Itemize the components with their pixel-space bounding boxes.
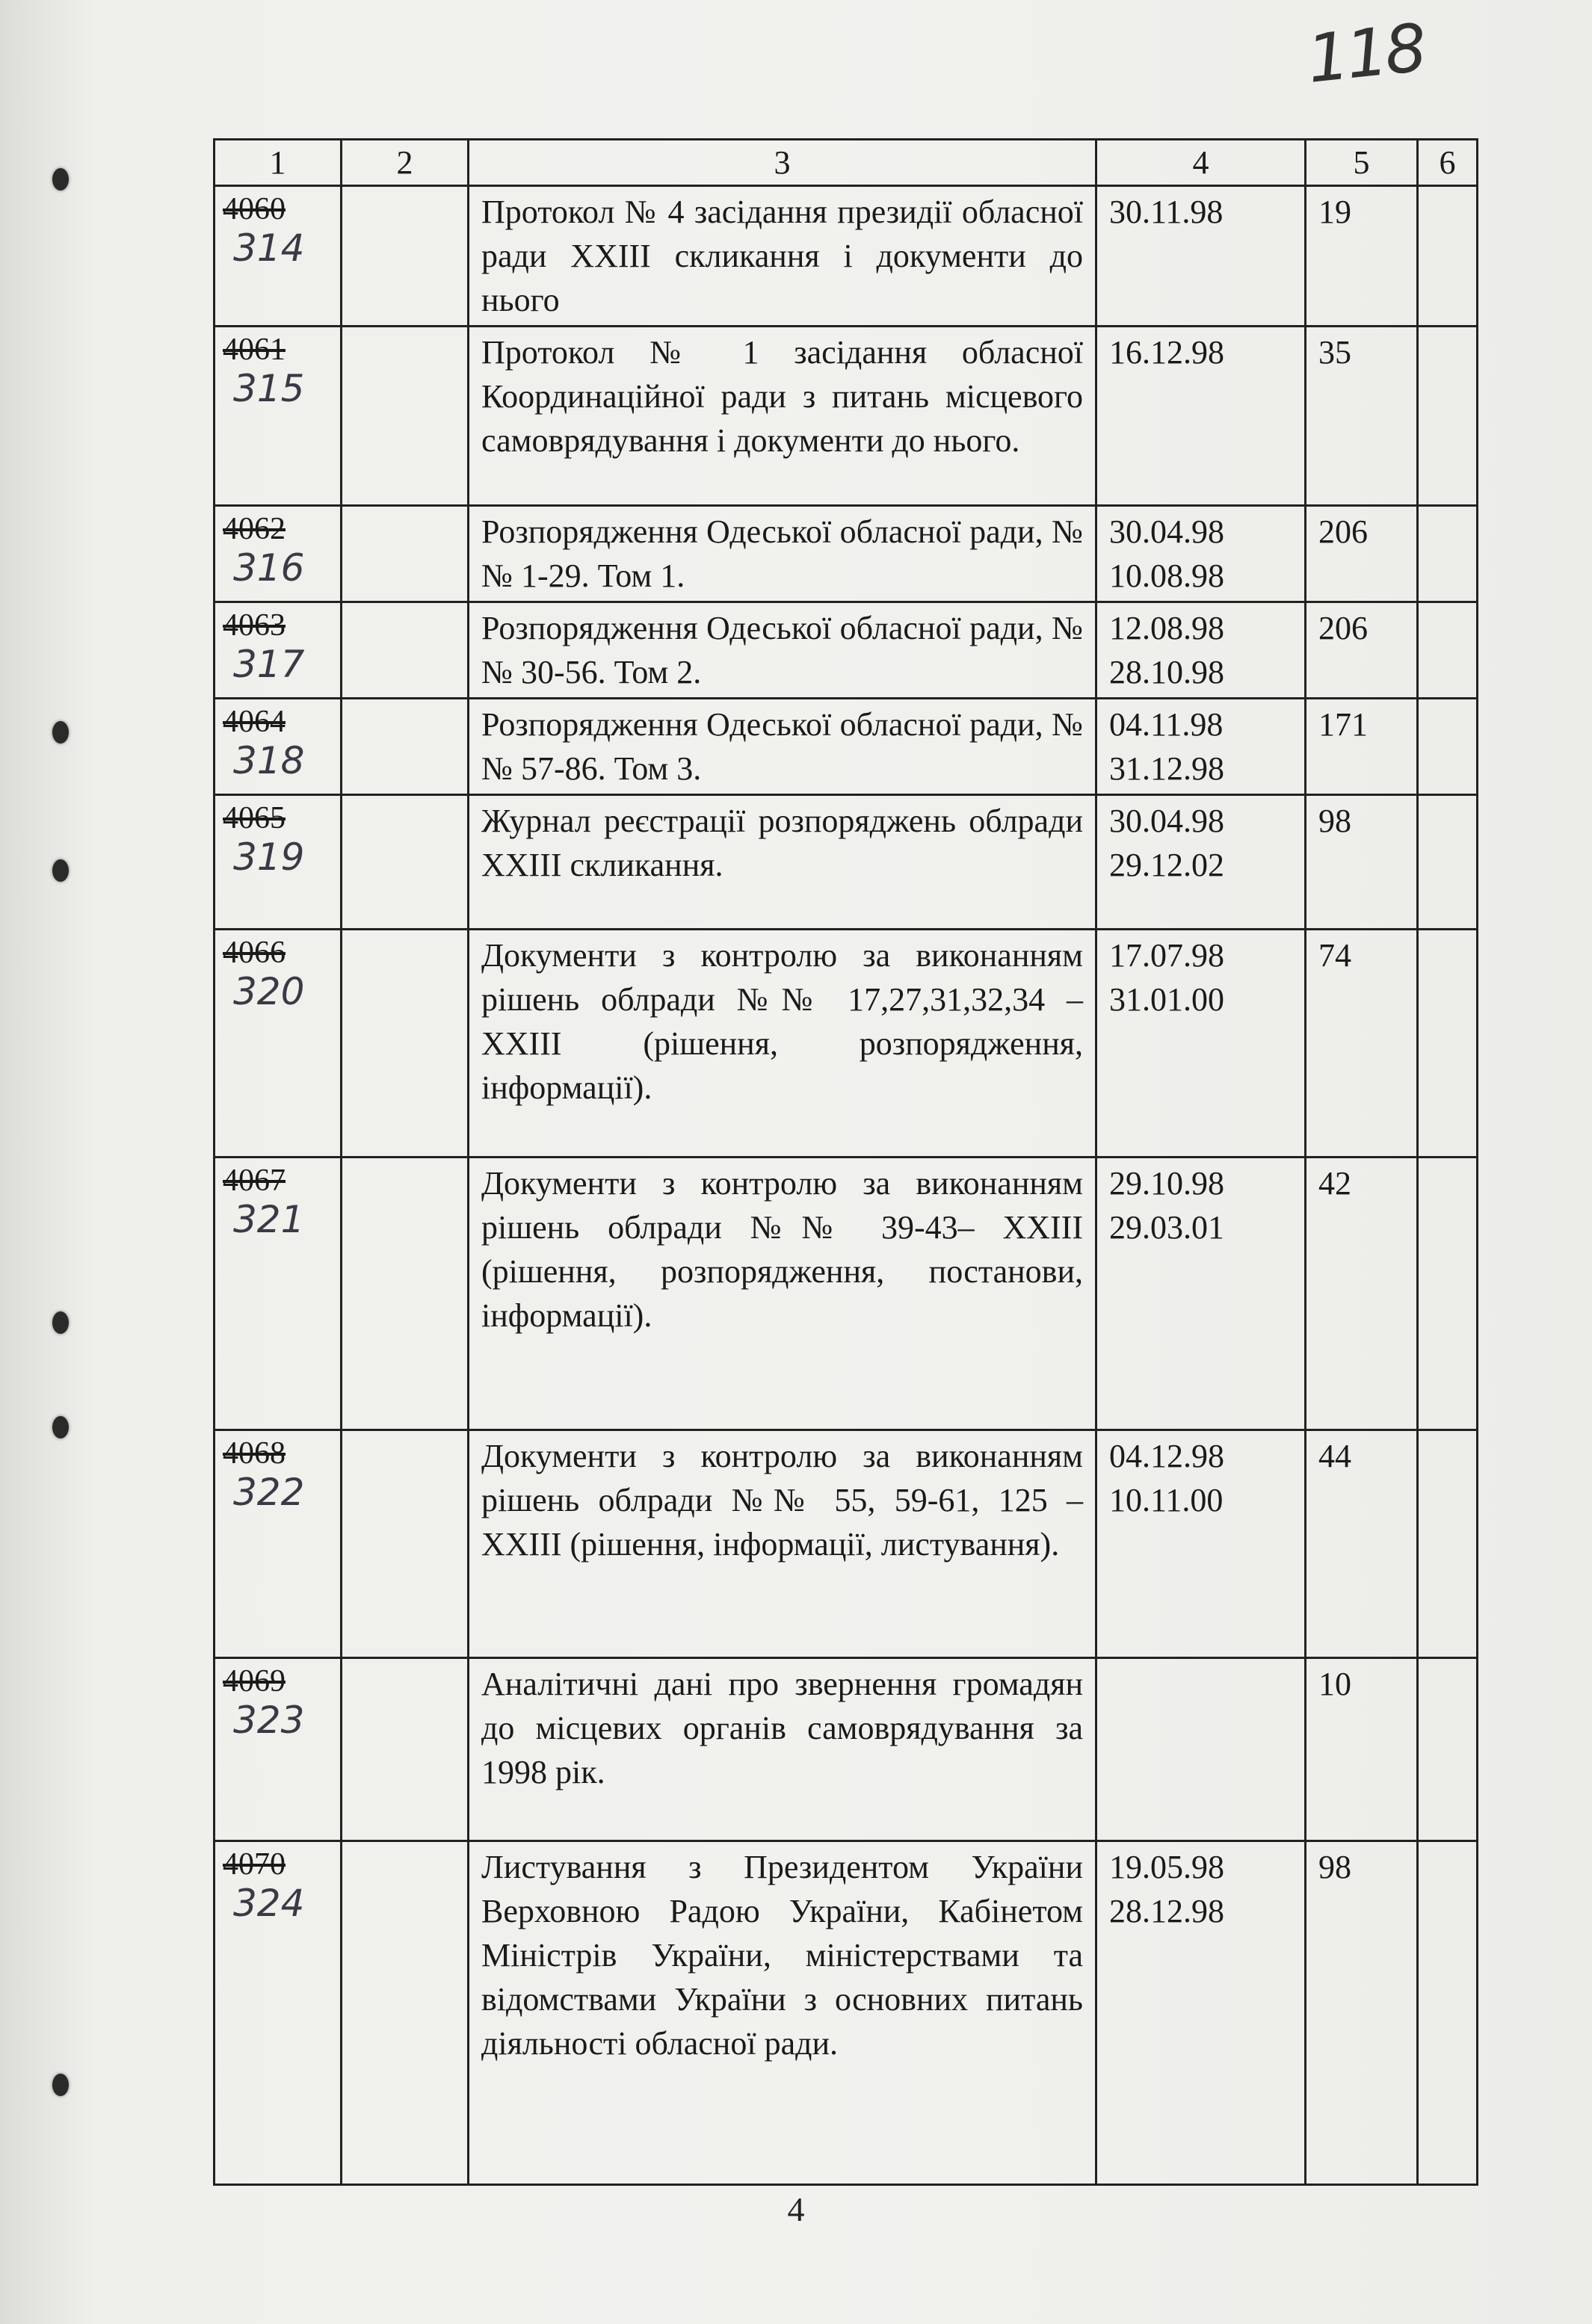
page-count: 42 (1306, 1158, 1418, 1430)
new-case-number: 320 (233, 970, 305, 1013)
date-from: 30.04.98 (1109, 803, 1224, 839)
date-from: 30.11.98 (1109, 194, 1224, 230)
date-to: 28.12.98 (1109, 1893, 1224, 1929)
table-row (215, 1841, 1478, 2185)
date-from: 19.05.98 (1109, 1849, 1224, 1885)
notes-cell (1418, 327, 1478, 506)
date-range-cell (1096, 327, 1306, 506)
date-range-cell (1096, 795, 1306, 930)
notes-cell (1418, 1158, 1478, 1430)
old-case-number: 4070 (223, 1847, 286, 1882)
new-case-number: 316 (233, 546, 305, 590)
column-2-cell (342, 1158, 469, 1430)
binding-hole (52, 2074, 69, 2096)
page-count: 171 (1306, 699, 1418, 795)
table-row (215, 795, 1478, 930)
date-range-cell (1096, 602, 1306, 699)
date-range-cell (1096, 1658, 1306, 1841)
date-from: 17.07.98 (1109, 937, 1224, 974)
case-number-cell (215, 327, 342, 506)
column-2-cell (342, 930, 469, 1158)
handwritten-folio-number: 118 (1303, 9, 1428, 98)
date-from: 16.12.98 (1109, 334, 1224, 371)
new-case-number: 315 (233, 367, 305, 410)
binding-hole (52, 859, 69, 882)
date-to: 31.12.98 (1109, 750, 1224, 787)
case-title: Протокол № 1 засідання обласної Координаційної ради з питань місцевого самоврядування і документи до нього. (469, 327, 1096, 506)
table-row (215, 602, 1478, 699)
table-row (215, 1658, 1478, 1841)
table-row (215, 327, 1478, 506)
date-to: 31.01.00 (1109, 981, 1224, 1018)
header-row (215, 140, 1478, 186)
new-case-number: 319 (233, 835, 305, 879)
column-2-cell (342, 186, 469, 327)
date-to: 28.10.98 (1109, 654, 1224, 690)
new-case-number: 318 (233, 739, 305, 782)
date-from: 04.11.98 (1109, 706, 1224, 743)
page-count: 19 (1306, 186, 1418, 327)
notes-cell (1418, 1841, 1478, 2185)
case-number-cell (215, 1430, 342, 1658)
date-to: 10.11.00 (1109, 1482, 1224, 1518)
table-row (215, 1430, 1478, 1658)
binding-hole (52, 168, 69, 191)
date-range-cell (1096, 186, 1306, 327)
old-case-number: 4069 (223, 1664, 286, 1699)
old-case-number: 4065 (223, 801, 286, 835)
case-number-cell (215, 930, 342, 1158)
page-count: 35 (1306, 327, 1418, 506)
notes-cell (1418, 1430, 1478, 1658)
page-count: 44 (1306, 1430, 1418, 1658)
date-from: 30.04.98 (1109, 513, 1224, 550)
case-title: Розпорядження Одеської обласної ради, №№ 1-29. Том 1. (469, 506, 1096, 602)
new-case-number: 314 (233, 226, 305, 270)
old-case-number: 4062 (223, 512, 286, 546)
column-2-cell (342, 327, 469, 506)
old-case-number: 4061 (223, 333, 286, 367)
date-from: 04.12.98 (1109, 1438, 1224, 1474)
column-header-3: 3 (469, 140, 1096, 186)
date-range-cell (1096, 1430, 1306, 1658)
column-2-cell (342, 1430, 469, 1658)
table-row (215, 699, 1478, 795)
table-row (215, 186, 1478, 327)
notes-cell (1418, 602, 1478, 699)
case-title: Розпорядження Одеської обласної ради, №№ 30-56. Том 2. (469, 602, 1096, 699)
old-case-number: 4060 (223, 192, 286, 226)
case-number-cell (215, 1658, 342, 1841)
column-header-5: 5 (1306, 140, 1418, 186)
case-title: Журнал реєстрації розпоряджень облради XXIII скликання. (469, 795, 1096, 930)
column-header-1: 1 (215, 140, 342, 186)
column-2-cell (342, 1658, 469, 1841)
old-case-number: 4064 (223, 705, 286, 739)
new-case-number: 321 (233, 1198, 305, 1241)
notes-cell (1418, 699, 1478, 795)
new-case-number: 322 (233, 1471, 305, 1514)
date-range-cell (1096, 1158, 1306, 1430)
case-number-cell (215, 506, 342, 602)
new-case-number: 317 (233, 643, 305, 686)
table-row (215, 506, 1478, 602)
case-number-cell (215, 795, 342, 930)
notes-cell (1418, 1658, 1478, 1841)
page-count: 74 (1306, 930, 1418, 1158)
column-header-6: 6 (1418, 140, 1478, 186)
case-title: Листування з Президентом України Верховною Радою України, Кабінетом Міністрів України, міністерствами та відомствами України з основних питань діяльності обласної ради. (469, 1841, 1096, 2185)
page-count: 10 (1306, 1658, 1418, 1841)
binding-hole (52, 1311, 69, 1334)
date-to: 29.03.01 (1109, 1209, 1224, 1246)
column-header-4: 4 (1096, 140, 1306, 186)
table-row (215, 1158, 1478, 1430)
column-2-cell (342, 506, 469, 602)
column-header-2: 2 (342, 140, 469, 186)
old-case-number: 4067 (223, 1163, 286, 1198)
case-title: Аналітичні дані про звернення громадян до місцевих органів самоврядування за 1998 рік. (469, 1658, 1096, 1841)
notes-cell (1418, 930, 1478, 1158)
date-to: 29.12.02 (1109, 847, 1224, 883)
old-case-number: 4068 (223, 1436, 286, 1471)
case-number-cell (215, 1158, 342, 1430)
case-title: Документи з контролю за виконанням рішень облради №№ 55, 59-61, 125 – XXIII (рішення, інформації, листування). (469, 1430, 1096, 1658)
column-2-cell (342, 1841, 469, 2185)
date-range-cell (1096, 930, 1306, 1158)
case-number-cell (215, 602, 342, 699)
page-number: 4 (787, 2190, 805, 2228)
column-2-cell (342, 699, 469, 795)
case-title: Розпорядження Одеської обласної ради, №№ 57-86. Том 3. (469, 699, 1096, 795)
case-number-cell (215, 186, 342, 327)
page-count: 98 (1306, 795, 1418, 930)
old-case-number: 4066 (223, 936, 286, 970)
inventory-table (213, 138, 1478, 2186)
date-to: 10.08.98 (1109, 557, 1224, 594)
new-case-number: 323 (233, 1699, 305, 1742)
case-number-cell (215, 1841, 342, 2185)
column-2-cell (342, 795, 469, 930)
case-title: Документи з контролю за виконанням рішень облради №№ 39-43– XXIII (рішення, розпорядження, постанови, інформації). (469, 1158, 1096, 1430)
date-from: 29.10.98 (1109, 1165, 1224, 1202)
binding-hole (52, 1416, 69, 1438)
case-title: Протокол № 4 засідання президії обласної ради XXIII скликання і документи до нього (469, 186, 1096, 327)
column-2-cell (342, 602, 469, 699)
page-count: 206 (1306, 506, 1418, 602)
notes-cell (1418, 795, 1478, 930)
date-range-cell (1096, 699, 1306, 795)
date-range-cell (1096, 1841, 1306, 2185)
notes-cell (1418, 186, 1478, 327)
case-title: Документи з контролю за виконанням рішень облради №№ 17,27,31,32,34 – XXIII (рішення, розпорядження, інформації). (469, 930, 1096, 1158)
binding-hole (52, 721, 69, 744)
table-row (215, 930, 1478, 1158)
case-number-cell (215, 699, 342, 795)
new-case-number: 324 (233, 1882, 305, 1925)
page-count: 98 (1306, 1841, 1418, 2185)
notes-cell (1418, 506, 1478, 602)
page-count: 206 (1306, 602, 1418, 699)
old-case-number: 4063 (223, 608, 286, 643)
date-from: 12.08.98 (1109, 610, 1224, 646)
date-range-cell (1096, 506, 1306, 602)
